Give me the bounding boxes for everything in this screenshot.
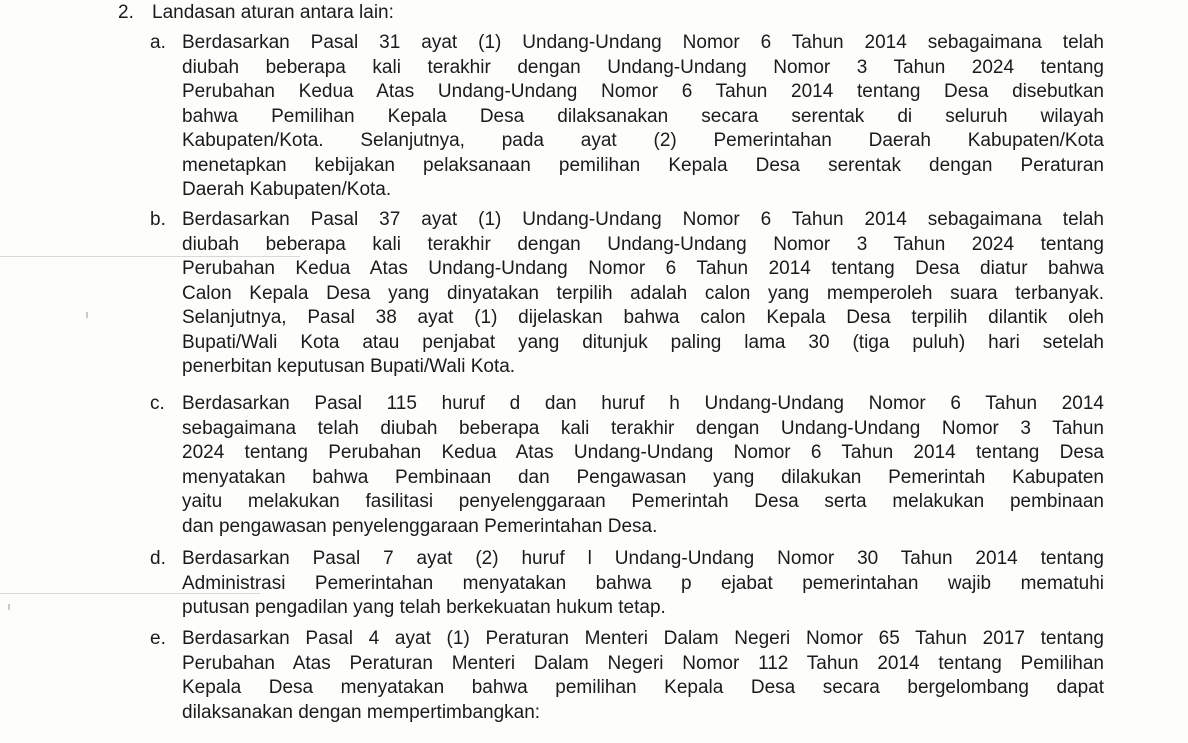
text-line: Berdasarkan Pasal 7 ayat (2) huruf l Undang-Undang Nomor 30 Tahun 2014 tentang (182, 548, 1104, 569)
text-line: Kabupaten/Kota. Selanjutnya, pada ayat (2) Pemerintahan Daerah Kabupaten/Kota (182, 130, 1104, 151)
text-line: Berdasarkan Pasal 115 huruf d dan huruf h Undang-Undang Nomor 6 Tahun 2014 (182, 393, 1104, 414)
section-number: 2. (118, 2, 134, 23)
text-line: bahwa Pemilihan Kepala Desa dilaksanakan secara serentak di seluruh wilayah (182, 105, 1104, 127)
text-line: Calon Kepala Desa yang dinyatakan terpilih adalah calon yang memperoleh suara terbanyak. (182, 282, 1104, 304)
scan-artifact-speck (8, 604, 10, 610)
text-line: menyatakan bahwa Pembinaan dan Pengawasan yang dilakukan Pemerintah Kabupaten (182, 466, 1104, 488)
text-line: Perubahan Kedua Atas Undang-Undang Nomor 6 Tahun 2014 tentang Desa diatur bahwa (182, 258, 1104, 279)
text-line: diubah beberapa kali terakhir dengan Undang-Undang Nomor 3 Tahun 2024 tentang (182, 56, 1104, 78)
text-line: Bupati/Wali Kota atau penjabat yang ditunjuk paling lama 30 (tiga puluh) hari setelah (182, 331, 1104, 353)
list-item-text (182, 547, 1104, 621)
list-marker: c. (150, 393, 165, 414)
text-line: Selanjutnya, Pasal 38 ayat (1) dijelaskan bahwa calon Kepala Desa terpilih dilantik oleh (182, 307, 1104, 328)
list-item-text (182, 627, 1104, 725)
text-line: Berdasarkan Pasal 31 ayat (1) Undang-Undang Nomor 6 Tahun 2014 sebagaimana telah (182, 32, 1104, 53)
section-title: Landasan aturan antara lain: (152, 2, 394, 23)
list-marker: e. (150, 628, 166, 649)
list-marker: a. (150, 32, 166, 53)
text-line: yaitu melakukan fasilitasi penyelenggaraan Pemerintah Desa serta melakukan pembinaan (182, 491, 1104, 512)
text-line: penerbitan keputusan Bupati/Wali Kota. (182, 356, 516, 377)
text-line: Berdasarkan Pasal 37 ayat (1) Undang-Undang Nomor 6 Tahun 2014 sebagaimana telah (182, 209, 1104, 230)
scan-artifact-speck (86, 312, 88, 318)
list-marker: d. (150, 548, 166, 569)
text-line: menetapkan kebijakan pelaksanaan pemilihan Kepala Desa serentak dengan Peraturan (182, 154, 1104, 176)
list-item-text (182, 31, 1104, 203)
list-marker: b. (150, 209, 166, 230)
text-line: Daerah Kabupaten/Kota. (182, 179, 392, 200)
text-line: diubah beberapa kali terakhir dengan Undang-Undang Nomor 3 Tahun 2024 tentang (182, 233, 1104, 255)
section-heading (118, 1, 394, 25)
text-line: Perubahan Kedua Atas Undang-Undang Nomor 6 Tahun 2014 tentang Desa disebutkan (182, 81, 1104, 102)
text-line: dilaksanakan dengan mempertimbangkan: (182, 701, 541, 723)
text-line: Berdasarkan Pasal 4 ayat (1) Peraturan Menteri Dalam Negeri Nomor 65 Tahun 2017 tentang (182, 628, 1104, 649)
text-line: 2024 tentang Perubahan Kedua Atas Undang-Undang Nomor 6 Tahun 2014 tentang Desa (182, 442, 1104, 463)
text-line: putusan pengadilan yang telah berkekuatan hukum tetap. (182, 597, 666, 618)
list-item-text (182, 392, 1104, 539)
text-line: Administrasi Pemerintahan menyatakan bahwa p ejabat pemerintahan wajib mematuhi (182, 572, 1104, 594)
text-line: Perubahan Atas Peraturan Menteri Dalam Negeri Nomor 112 Tahun 2014 tentang Pemilihan (182, 652, 1104, 674)
list-item-text (182, 208, 1104, 380)
text-line: dan pengawasan penyelenggaraan Pemerintahan Desa. (182, 515, 658, 537)
text-line: sebagaimana telah diubah beberapa kali terakhir dengan Undang-Undang Nomor 3 Tahun (182, 417, 1104, 439)
text-line: Kepala Desa menyatakan bahwa pemilihan Kepala Desa secara bergelombang dapat (182, 677, 1104, 698)
